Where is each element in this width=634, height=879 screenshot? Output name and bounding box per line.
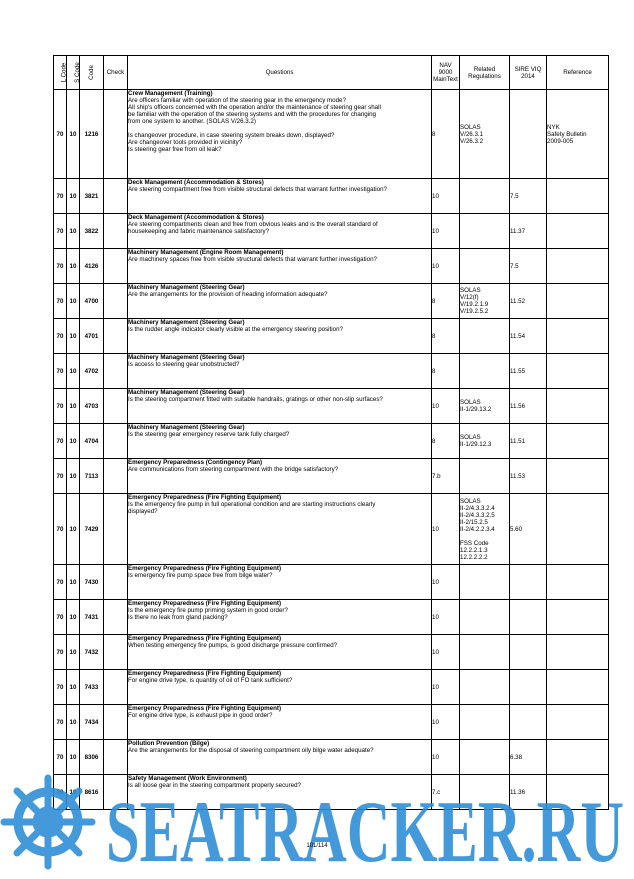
reference-line: NYK xyxy=(547,123,560,131)
sire-cell: 11.52 xyxy=(510,284,547,319)
scode-cell: 10 xyxy=(67,284,80,319)
check-cell[interactable] xyxy=(104,354,128,389)
sire-header: SIRE VIQ 2014 xyxy=(510,56,547,90)
check-cell[interactable] xyxy=(104,565,128,600)
scode-cell: 10 xyxy=(67,740,80,775)
question-line: For engine drive type, is exhaust pipe in good order? xyxy=(128,712,273,719)
question-cell xyxy=(128,600,432,635)
scode-cell: 10 xyxy=(67,90,80,179)
lcode-cell: 70 xyxy=(54,740,67,775)
scode-cell: 10 xyxy=(67,424,80,459)
code-cell: 8306 xyxy=(80,740,104,775)
regulation-line: 12.2.2.2.2 xyxy=(460,553,488,561)
lcode-cell: 70 xyxy=(54,635,67,670)
question-category: Safety Management (Work Environment) xyxy=(128,775,247,782)
question-category: Emergency Preparedness (Fire Fighting Equipment) xyxy=(128,565,281,572)
seatracker-watermark xyxy=(0,776,634,879)
scode-cell: 10 xyxy=(67,494,80,565)
sire-cell xyxy=(510,670,547,705)
check-cell[interactable] xyxy=(104,90,128,179)
check-cell[interactable] xyxy=(104,600,128,635)
code-cell: 7113 xyxy=(80,459,104,494)
regulations-cell xyxy=(460,670,510,705)
nav-cell: 10 xyxy=(432,214,460,249)
question-cell xyxy=(128,389,432,424)
scode-cell: 10 xyxy=(67,179,80,214)
code-cell: 7429 xyxy=(80,494,104,565)
lcode-cell: 70 xyxy=(54,670,67,705)
reference-cell xyxy=(547,494,609,565)
sire-cell xyxy=(510,565,547,600)
regulations-cell xyxy=(460,424,510,459)
regulation-line: V/26.3.2 xyxy=(460,137,484,145)
nav-cell: 10 xyxy=(432,740,460,775)
question-cell xyxy=(128,179,432,214)
nav-cell: 7.b xyxy=(432,459,460,494)
check-cell[interactable] xyxy=(104,284,128,319)
scode-cell: 10 xyxy=(67,600,80,635)
lcode-header: L Code xyxy=(54,56,67,90)
table-row xyxy=(54,459,609,494)
table-row xyxy=(54,179,609,214)
question-category: Machinery Management (Steering Gear) xyxy=(128,284,245,291)
scode-cell: 10 xyxy=(67,459,80,494)
regulation-line: 12.2.2.1.3 xyxy=(460,546,488,554)
checklist-table xyxy=(53,55,609,810)
sire-cell: 11.36 xyxy=(510,775,547,810)
scode-cell: 10 xyxy=(67,635,80,670)
nav-cell: 10 xyxy=(432,249,460,284)
question-line: Are steering compartments clean and free from obvious leaks and is the overall standard of xyxy=(128,221,378,228)
question-cell xyxy=(128,424,432,459)
nav-cell: 8 xyxy=(432,424,460,459)
question-category: Machinery Management (Steering Gear) xyxy=(128,389,245,396)
table-row xyxy=(54,494,609,565)
table-row xyxy=(54,424,609,459)
question-category: Deck Management (Accommodation & Stores) xyxy=(128,214,264,221)
reference-cell xyxy=(547,740,609,775)
nav-cell: 7.c xyxy=(432,775,460,810)
check-cell[interactable] xyxy=(104,214,128,249)
sire-cell xyxy=(510,600,547,635)
sire-cell: 11.37 xyxy=(510,214,547,249)
check-cell[interactable] xyxy=(104,740,128,775)
sire-cell: 5.60 xyxy=(510,494,547,565)
lcode-cell: 70 xyxy=(54,565,67,600)
nav-cell: 10 xyxy=(432,670,460,705)
question-cell xyxy=(128,90,432,179)
regulations-cell xyxy=(460,635,510,670)
regulations-cell xyxy=(460,90,510,179)
sire-cell: 11.55 xyxy=(510,354,547,389)
nav-cell: 8 xyxy=(432,90,460,179)
reference-cell xyxy=(547,179,609,214)
regulation-line: II-1/29.13.2 xyxy=(460,406,492,413)
check-cell[interactable] xyxy=(104,179,128,214)
watermark-text: SEATRACKER.RU xyxy=(106,784,624,879)
check-cell[interactable] xyxy=(104,494,128,565)
code-cell: 3821 xyxy=(80,179,104,214)
sire-cell: 6.38 xyxy=(510,740,547,775)
lcode-cell: 70 xyxy=(54,354,67,389)
question-cell xyxy=(128,494,432,565)
sire-cell: 11.54 xyxy=(510,319,547,354)
code-cell: 7432 xyxy=(80,635,104,670)
reference-cell xyxy=(547,214,609,249)
regulations-cell xyxy=(460,705,510,740)
question-line: All ship's officers concerned with the operation and/or the maintenance of steering gear shall xyxy=(128,104,381,111)
code-header: Code xyxy=(80,56,104,90)
ship-wheel-icon xyxy=(4,778,92,866)
question-line: Are officers familiar with operation of the steering gear in the emergency mode? xyxy=(128,97,346,104)
sire-cell: 11.51 xyxy=(510,424,547,459)
regulation-line: SOLAS xyxy=(460,497,481,505)
question-line: Is there no leak from gland packing? xyxy=(128,614,228,621)
nav-cell: 8 xyxy=(432,319,460,354)
question-category: Emergency Preparedness (Fire Fighting Equipment) xyxy=(128,705,281,712)
page-number: 101/114 xyxy=(306,843,328,849)
regulations-cell xyxy=(460,740,510,775)
related-regulations-header: Related Regulations xyxy=(460,56,510,90)
question-category: Machinery Management (Steering Gear) xyxy=(128,319,245,326)
table-row xyxy=(54,635,609,670)
lcode-cell: 70 xyxy=(54,319,67,354)
reference-cell xyxy=(547,249,609,284)
reference-cell xyxy=(547,389,609,424)
question-line: Are communications from steering compartment with the bridge satisfactory? xyxy=(128,466,339,473)
check-header: Check xyxy=(104,56,128,90)
question-line: Is emergency fire pump space free from bilge water? xyxy=(128,572,273,579)
question-line: from one system to another. (SOLAS V/26.3.2) xyxy=(128,118,256,125)
lcode-cell: 70 xyxy=(54,705,67,740)
scode-header: S Code xyxy=(67,56,80,90)
scode-cell: 10 xyxy=(67,249,80,284)
table-row xyxy=(54,319,609,354)
check-cell[interactable] xyxy=(104,389,128,424)
reference-cell xyxy=(547,635,609,670)
regulations-cell xyxy=(460,179,510,214)
question-cell xyxy=(128,354,432,389)
table-row xyxy=(54,600,609,635)
scode-cell: 10 xyxy=(67,705,80,740)
table-row xyxy=(54,284,609,319)
regulation-line: II-2/4.3.3.2.5 xyxy=(460,511,495,519)
question-category: Machinery Management (Engine Room Management) xyxy=(128,249,284,256)
scode-cell: 10 xyxy=(67,214,80,249)
code-cell: 8616 xyxy=(80,775,104,810)
sire-cell: 7.5 xyxy=(510,249,547,284)
table-row xyxy=(54,90,609,179)
sire-cell: 7.5 xyxy=(510,179,547,214)
scode-cell: 10 xyxy=(67,389,80,424)
scode-cell: 10 xyxy=(67,775,80,810)
scode-cell: 10 xyxy=(67,670,80,705)
lcode-cell: 70 xyxy=(54,600,67,635)
question-line: Are steering compartment free from visible structural defects that warrant further investigation? xyxy=(128,186,387,193)
regulations-cell xyxy=(460,249,510,284)
code-cell: 7433 xyxy=(80,670,104,705)
regulations-cell xyxy=(460,354,510,389)
questions-header: Questions xyxy=(128,56,432,90)
scode-cell: 10 xyxy=(67,354,80,389)
question-category: Emergency Preparedness (Fire Fighting Equipment) xyxy=(128,635,281,642)
checklist-body xyxy=(54,90,609,810)
table-row xyxy=(54,214,609,249)
regulations-cell xyxy=(460,600,510,635)
sire-cell xyxy=(510,90,547,179)
sire-cell: 11.56 xyxy=(510,389,547,424)
regulation-line: V/12(f) xyxy=(460,294,479,301)
question-cell xyxy=(128,565,432,600)
nav-cell: 8 xyxy=(432,354,460,389)
lcode-cell: 70 xyxy=(54,249,67,284)
question-cell xyxy=(128,284,432,319)
question-cell xyxy=(128,459,432,494)
question-cell xyxy=(128,249,432,284)
question-line: displayed? xyxy=(128,508,158,515)
code-cell: 7431 xyxy=(80,600,104,635)
code-cell: 7434 xyxy=(80,705,104,740)
check-cell[interactable] xyxy=(104,670,128,705)
regulation-line: SOLAS xyxy=(460,123,481,131)
reference-header: Reference xyxy=(547,56,609,90)
question-line: For engine drive type, is quantity of oil of FO tank sufficient? xyxy=(128,677,293,684)
regulation-line: II-2/4.3.3.2.4 xyxy=(460,504,495,512)
lcode-cell: 70 xyxy=(54,424,67,459)
question-line: Is the steering compartment fitted with suitable handrails, gratings or other non-slip surfaces? xyxy=(128,396,383,403)
lcode-cell: 70 xyxy=(54,179,67,214)
line-gap xyxy=(128,125,431,132)
question-category: Emergency Preparedness (Fire Fighting Equipment) xyxy=(128,494,281,501)
line-gap xyxy=(460,533,509,540)
question-line: When testing emergency fire pumps, is good discharge pressure confirmed? xyxy=(128,642,338,649)
regulation-line: II-2/4.2.2.3.4 xyxy=(460,525,495,533)
question-category: Machinery Management (Steering Gear) xyxy=(128,354,245,361)
question-line: Are changeover tools provided in vicinity? xyxy=(128,139,243,146)
check-cell[interactable] xyxy=(104,635,128,670)
regulations-cell xyxy=(460,565,510,600)
sire-cell xyxy=(510,705,547,740)
regulation-line: FSS Code xyxy=(460,539,489,547)
table-row xyxy=(54,670,609,705)
question-line: Are the arrangements for the disposal of steering compartment oily bilge water adequate? xyxy=(128,747,374,754)
nav-cell: 10 xyxy=(432,565,460,600)
table-row xyxy=(54,354,609,389)
reference-cell xyxy=(547,670,609,705)
nav-header: NAV 9000 MainText xyxy=(432,56,460,90)
check-cell[interactable] xyxy=(104,705,128,740)
lcode-cell: 70 xyxy=(54,459,67,494)
header-row xyxy=(54,56,609,90)
code-cell: 4700 xyxy=(80,284,104,319)
question-cell xyxy=(128,319,432,354)
regulations-cell xyxy=(460,284,510,319)
check-cell[interactable] xyxy=(104,459,128,494)
lcode-cell: 70 xyxy=(54,214,67,249)
regulations-cell xyxy=(460,494,510,565)
reference-cell xyxy=(547,565,609,600)
scode-cell: 10 xyxy=(67,319,80,354)
question-line: Is access to steering gear unobstructed? xyxy=(128,361,240,368)
question-cell xyxy=(128,214,432,249)
question-line: Are machinery spaces free from visible structural defects that warrant further investigation? xyxy=(128,256,377,263)
code-cell: 4126 xyxy=(80,249,104,284)
regulation-line: V/19.2.1.9 xyxy=(460,301,489,308)
lcode-cell: 70 xyxy=(54,90,67,179)
code-cell: 4704 xyxy=(80,424,104,459)
regulation-line: II-2/15.2.5 xyxy=(460,518,488,526)
question-category: Emergency Preparedness (Contingency Plan) xyxy=(128,459,263,466)
nav-cell: 8 xyxy=(432,284,460,319)
reference-cell xyxy=(547,354,609,389)
sire-cell: 11.53 xyxy=(510,459,547,494)
nav-cell: 10 xyxy=(432,635,460,670)
nav-cell: 10 xyxy=(432,600,460,635)
nav-cell: 10 xyxy=(432,705,460,740)
regulation-line: SOLAS xyxy=(460,434,481,441)
table-row xyxy=(54,389,609,424)
question-cell xyxy=(128,705,432,740)
regulation-line: SOLAS xyxy=(460,399,481,406)
lcode-cell: 70 xyxy=(54,389,67,424)
code-cell: 3822 xyxy=(80,214,104,249)
reference-cell xyxy=(547,284,609,319)
scode-cell: 10 xyxy=(67,565,80,600)
regulations-cell xyxy=(460,214,510,249)
reference-line: Safety Bulletin xyxy=(547,130,587,138)
code-cell: 1216 xyxy=(80,90,104,179)
question-cell xyxy=(128,670,432,705)
regulation-line: SOLAS xyxy=(460,287,481,294)
table-row xyxy=(54,565,609,600)
question-line: Is changeover procedure, in case steering system breaks down, displayed? xyxy=(128,132,335,139)
nav-cell: 10 xyxy=(432,179,460,214)
lcode-cell: 70 xyxy=(54,284,67,319)
reference-cell xyxy=(547,424,609,459)
question-category: Deck Management (Accommodation & Stores) xyxy=(128,179,264,186)
regulation-line: V/26.3.1 xyxy=(460,130,484,138)
question-category: Crew Management (Training) xyxy=(128,90,213,97)
code-cell: 4703 xyxy=(80,389,104,424)
question-line: Is the emergency fire pump in full operational condition and are starting instructions clearly xyxy=(128,501,376,508)
reference-cell xyxy=(547,319,609,354)
reference-cell xyxy=(547,90,609,179)
lcode-cell: 70 xyxy=(54,775,67,810)
table-row xyxy=(54,705,609,740)
question-line: housekeeping and fabric maintenance satisfactory? xyxy=(128,228,270,235)
regulations-cell xyxy=(460,459,510,494)
question-category: Machinery Management (Steering Gear) xyxy=(128,424,245,431)
lcode-cell: 70 xyxy=(54,494,67,565)
question-line: be familiar with the operation of the steering systems and with the procedures for changing xyxy=(128,111,376,118)
question-category: Emergency Preparedness (Fire Fighting Equipment) xyxy=(128,670,281,677)
question-cell xyxy=(128,635,432,670)
question-line: Is the emergency fire pump priming system in good order? xyxy=(128,607,288,614)
check-cell[interactable] xyxy=(104,319,128,354)
sire-cell xyxy=(510,635,547,670)
code-cell: 4701 xyxy=(80,319,104,354)
check-cell[interactable] xyxy=(104,249,128,284)
regulation-line: II-1/29.12.3 xyxy=(460,441,492,448)
question-line: Is all loose gear in the steering compartment properly secured? xyxy=(128,782,301,789)
question-line: Is the rudder angle indicator clearly visible at the emergency steering position? xyxy=(128,326,343,333)
reference-line: 2009-005 xyxy=(547,137,574,145)
code-cell: 7430 xyxy=(80,565,104,600)
table-row xyxy=(54,740,609,775)
nav-cell: 10 xyxy=(432,494,460,565)
table-row xyxy=(54,249,609,284)
regulations-cell xyxy=(460,389,510,424)
question-category: Pollution Prevention (Bilge) xyxy=(128,740,210,747)
reference-cell xyxy=(547,459,609,494)
question-line: Is steering gear free from oil leak? xyxy=(128,146,222,153)
reference-cell xyxy=(547,705,609,740)
question-line: Are the arrangements for the provision of heading information adequate? xyxy=(128,291,328,298)
question-line: Is the steering gear emergency reserve tank fully charged? xyxy=(128,431,290,438)
code-cell: 4702 xyxy=(80,354,104,389)
check-cell[interactable] xyxy=(104,424,128,459)
regulation-line: V/19.2.5.2 xyxy=(460,308,489,315)
question-cell xyxy=(128,740,432,775)
reference-cell xyxy=(547,600,609,635)
question-category: Emergency Preparedness (Fire Fighting Equipment) xyxy=(128,600,281,607)
nav-cell: 10 xyxy=(432,389,460,424)
regulations-cell xyxy=(460,319,510,354)
